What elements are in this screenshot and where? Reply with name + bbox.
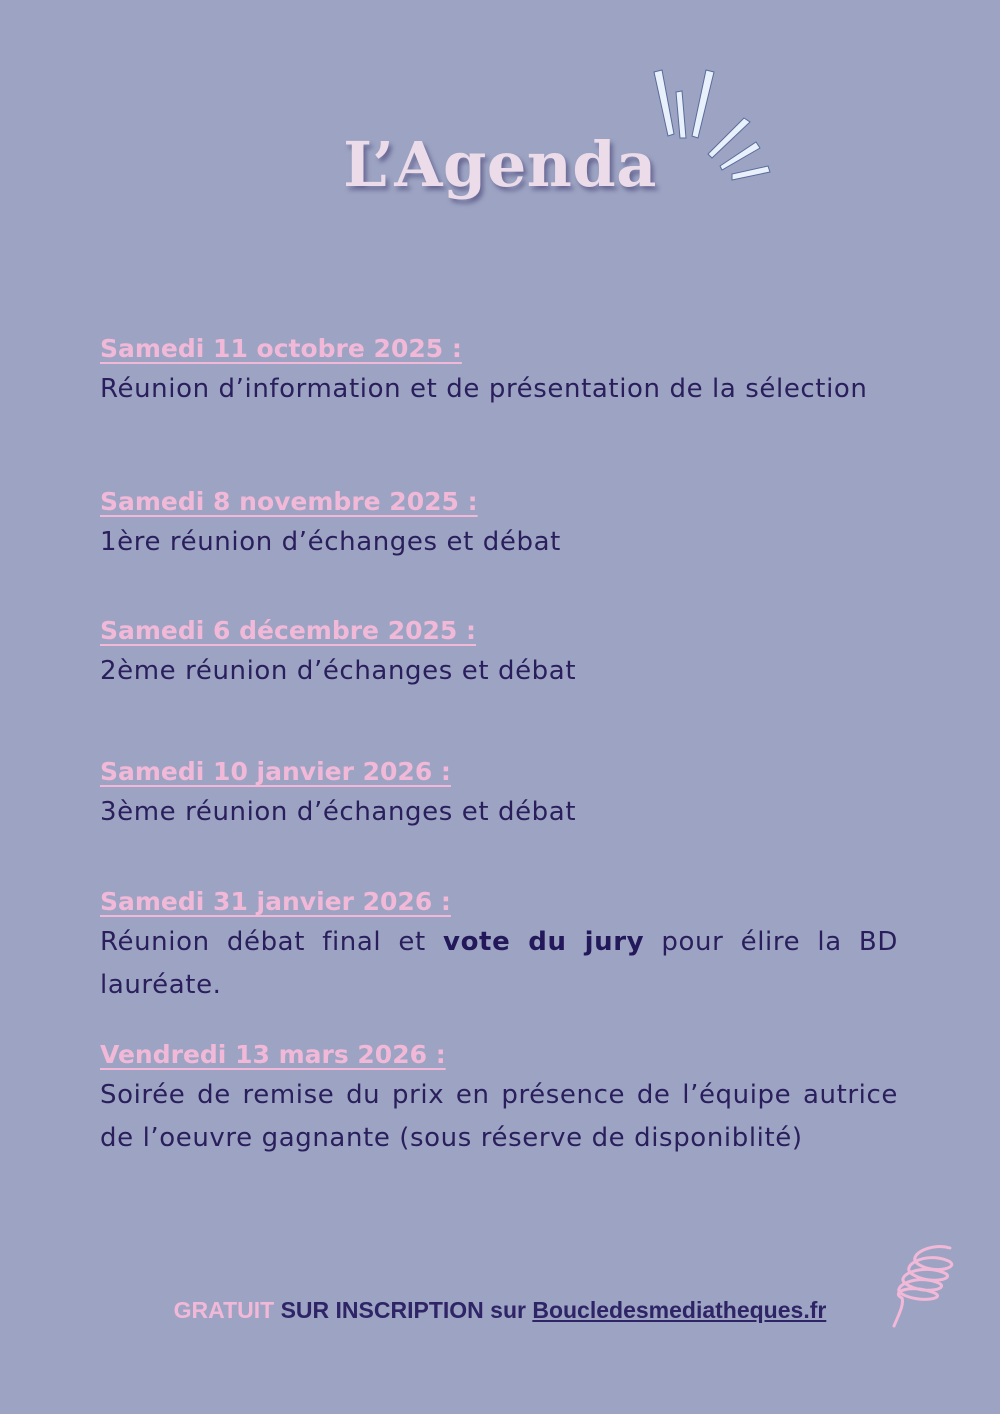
agenda-event xyxy=(100,487,898,564)
event-description: 1ère réunion d’échanges et débat xyxy=(100,527,561,557)
registration-text: SUR INSCRIPTION sur xyxy=(280,1297,526,1323)
agenda-event xyxy=(100,616,898,693)
event-description: Soirée de remise du prix en présence de l’équipe autrice de l’oeuvre gagnante (sous réserve de disponiblité) xyxy=(100,1080,898,1153)
event-date: Samedi 6 décembre 2025 : xyxy=(100,616,476,645)
event-description-bold: vote du jury xyxy=(443,927,645,957)
page-title: L’Agenda xyxy=(343,128,657,201)
event-date: Samedi 11 octobre 2025 : xyxy=(100,334,462,363)
event-description: 3ème réunion d’échanges et débat xyxy=(100,797,577,827)
event-date: Samedi 10 janvier 2026 : xyxy=(100,757,451,786)
event-description-end: pour élire la BD lauréate. xyxy=(100,927,898,1000)
agenda-event xyxy=(100,887,898,1007)
event-date: Samedi 8 novembre 2025 : xyxy=(100,487,478,516)
sparkle-rays-icon xyxy=(640,62,790,202)
event-description-start: Réunion débat final et xyxy=(100,927,426,957)
event-description: 2ème réunion d’échanges et débat xyxy=(100,656,577,686)
website-link[interactable]: Boucledesmediatheques.fr xyxy=(532,1297,827,1323)
event-description: Réunion d’information et de présentation de la sélection xyxy=(100,374,868,404)
free-label: GRATUIT xyxy=(173,1297,275,1323)
agenda-event xyxy=(100,334,898,411)
agenda-event xyxy=(100,1040,898,1160)
event-date: Samedi 31 janvier 2026 : xyxy=(100,887,451,916)
event-description xyxy=(100,921,898,1007)
agenda-event xyxy=(100,757,898,834)
event-date: Vendredi 13 mars 2026 : xyxy=(100,1040,446,1069)
registration-footer xyxy=(0,1297,1000,1324)
